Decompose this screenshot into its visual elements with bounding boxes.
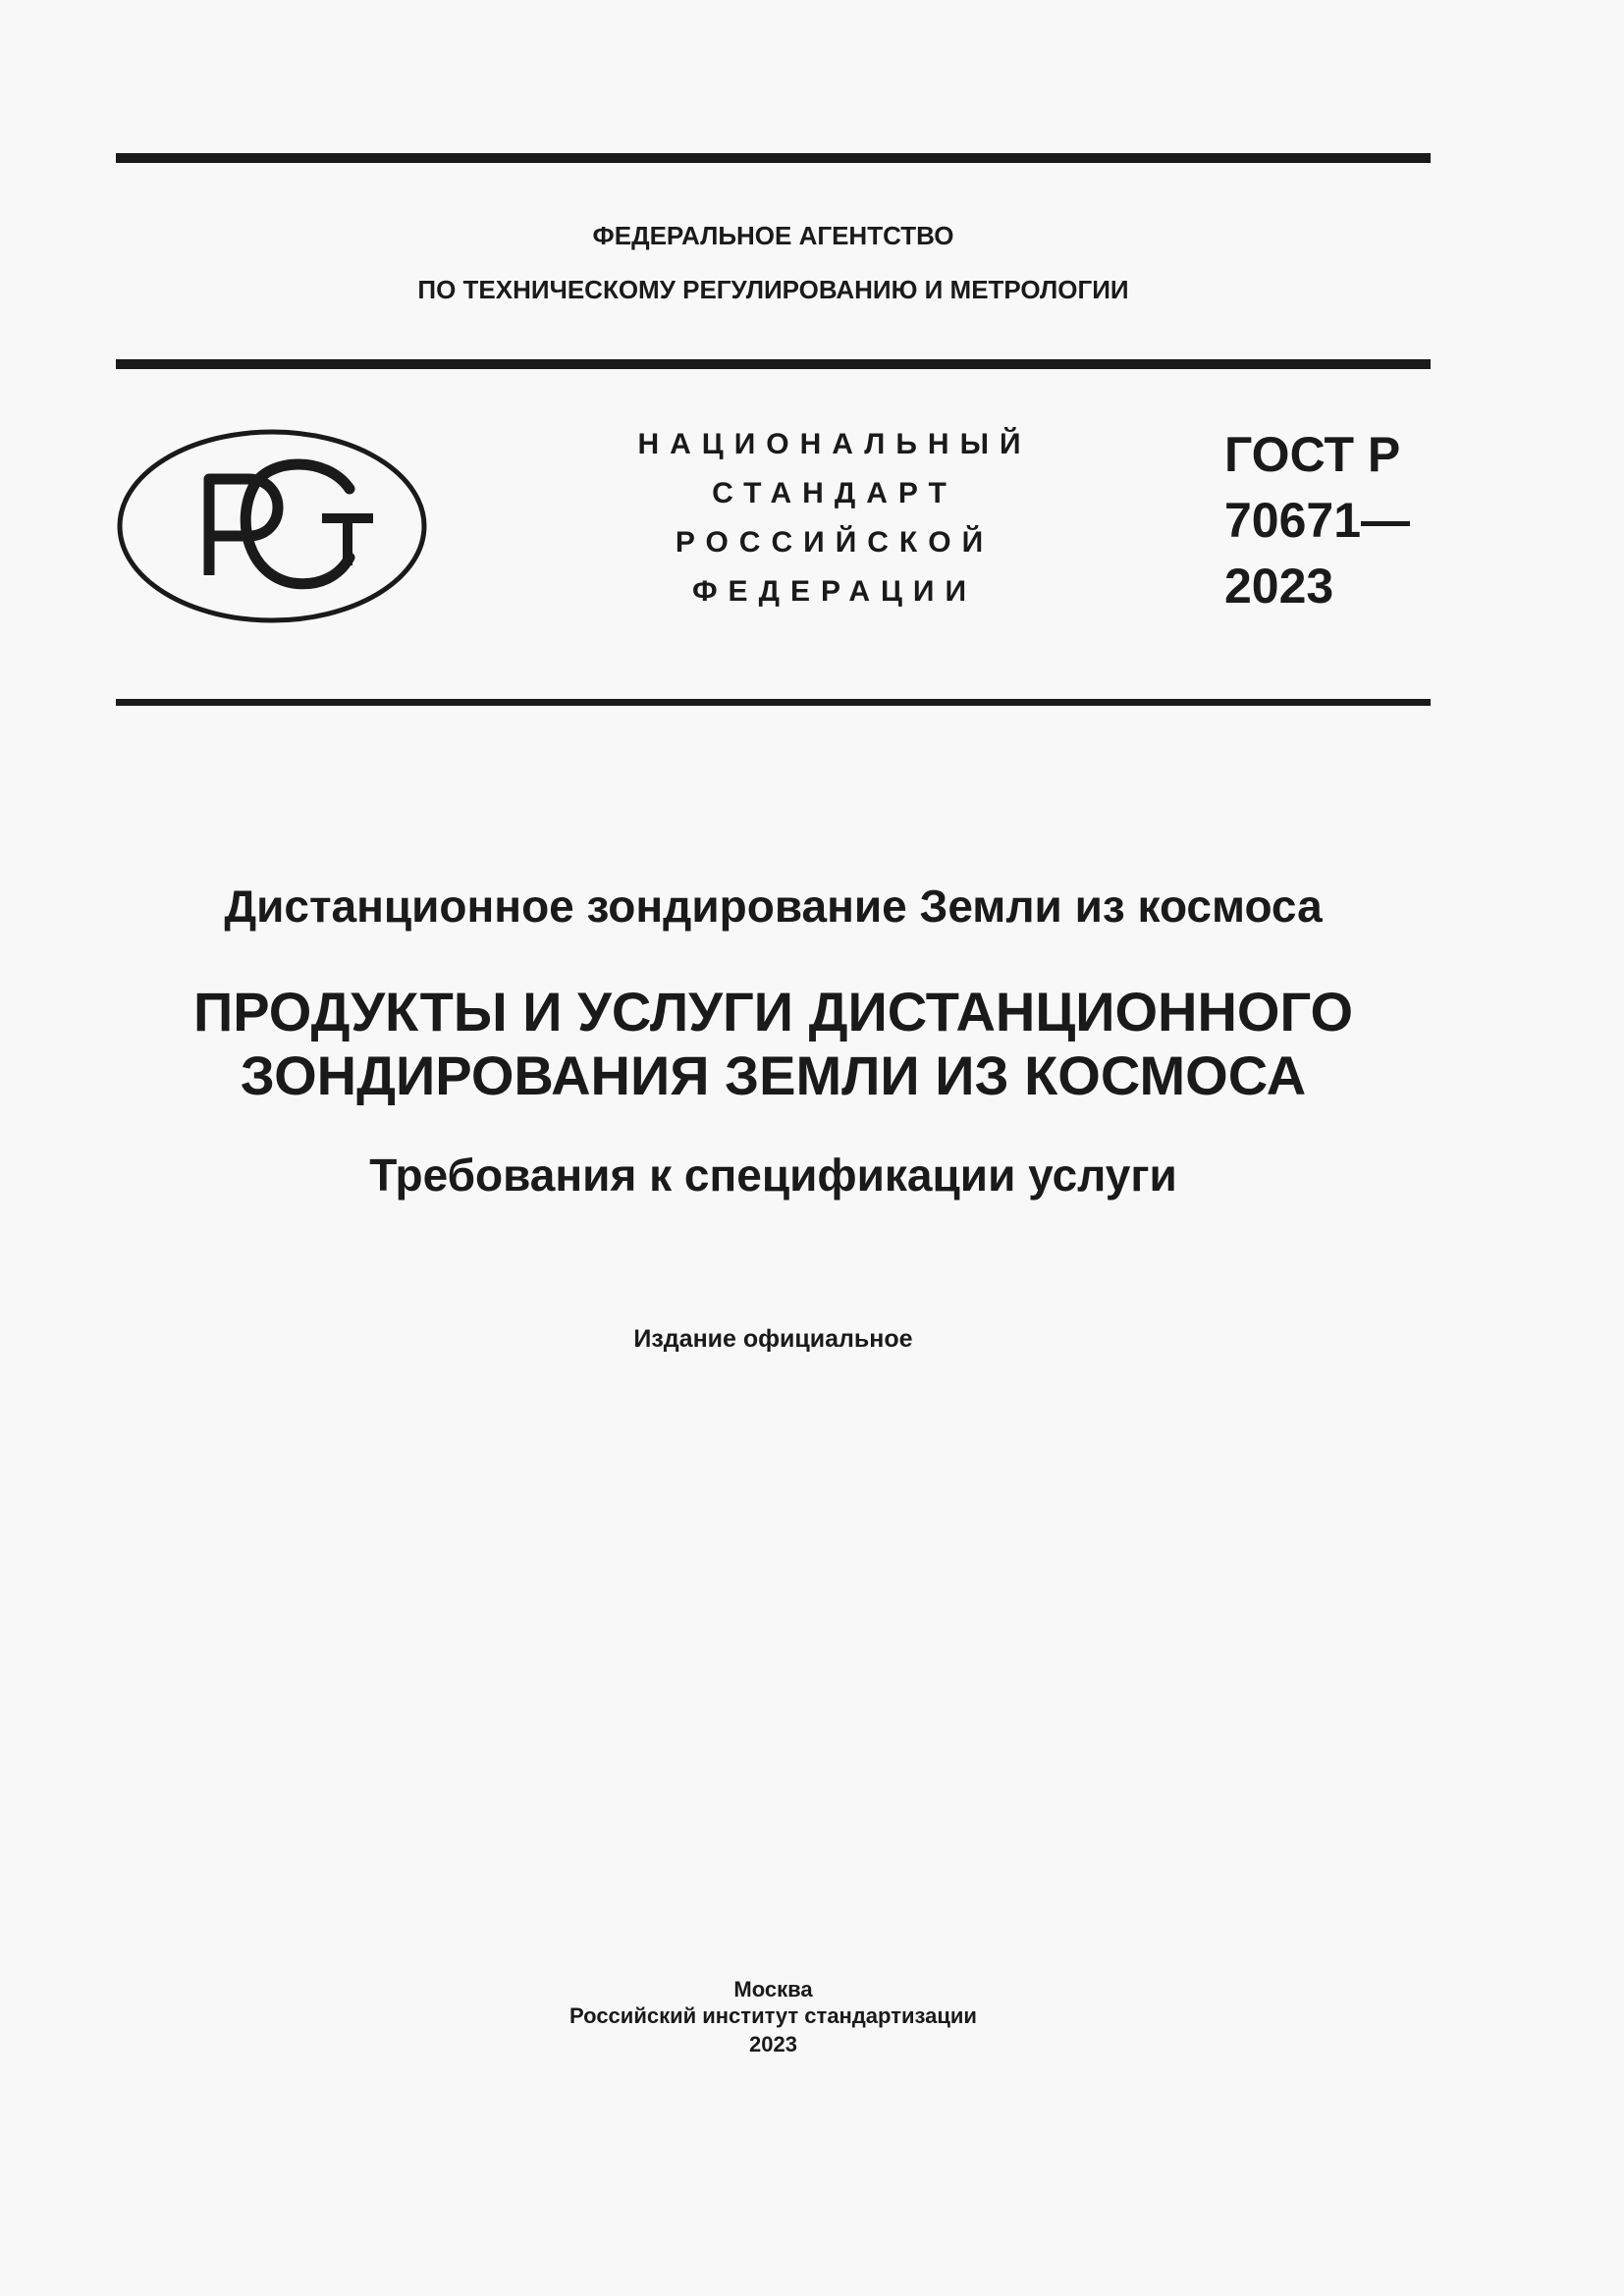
top-rule [116, 153, 1431, 163]
main-title-line-1: ПРОДУКТЫ И УСЛУГИ ДИСТАНЦИОННОГО [192, 981, 1354, 1042]
national-standard-line-2: СТАНДАРТ [712, 477, 957, 509]
standard-designation-number: 70671— [1224, 493, 1411, 548]
agency-name-line-2: ПО ТЕХНИЧЕСКОМУ РЕГУЛИРОВАНИЮ И МЕТРОЛОГИИ [417, 275, 1129, 304]
agency-name-line-1: ФЕДЕРАЛЬНОЕ АГЕНТСТВО [592, 221, 954, 250]
publication-city: Москва [733, 1977, 813, 2002]
header-rule [116, 359, 1431, 369]
title-block-rule [116, 699, 1431, 706]
publisher-name: Российский институт стандартизации [569, 2003, 977, 2028]
national-standard-line-1: НАЦИОНАЛЬНЫЙ [637, 428, 1032, 460]
national-standard-line-3: РОССИЙСКОЙ [675, 526, 995, 559]
edition-note: Издание официальное [633, 1325, 913, 1353]
national-standard-line-4: ФЕДЕРАЦИИ [691, 575, 978, 608]
standard-designation-year: 2023 [1224, 559, 1334, 614]
standard-designation-prefix: ГОСТ Р [1224, 427, 1401, 482]
publication-year: 2023 [749, 2032, 797, 2056]
document-subtitle: Требования к спецификации услуги [369, 1149, 1177, 1201]
series-title: Дистанционное зондирование Земли из космоса [224, 881, 1323, 932]
rst-certification-mark-icon [116, 428, 428, 624]
main-title-line-2: ЗОНДИРОВАНИЯ ЗЕМЛИ ИЗ КОСМОСА [240, 1044, 1307, 1106]
